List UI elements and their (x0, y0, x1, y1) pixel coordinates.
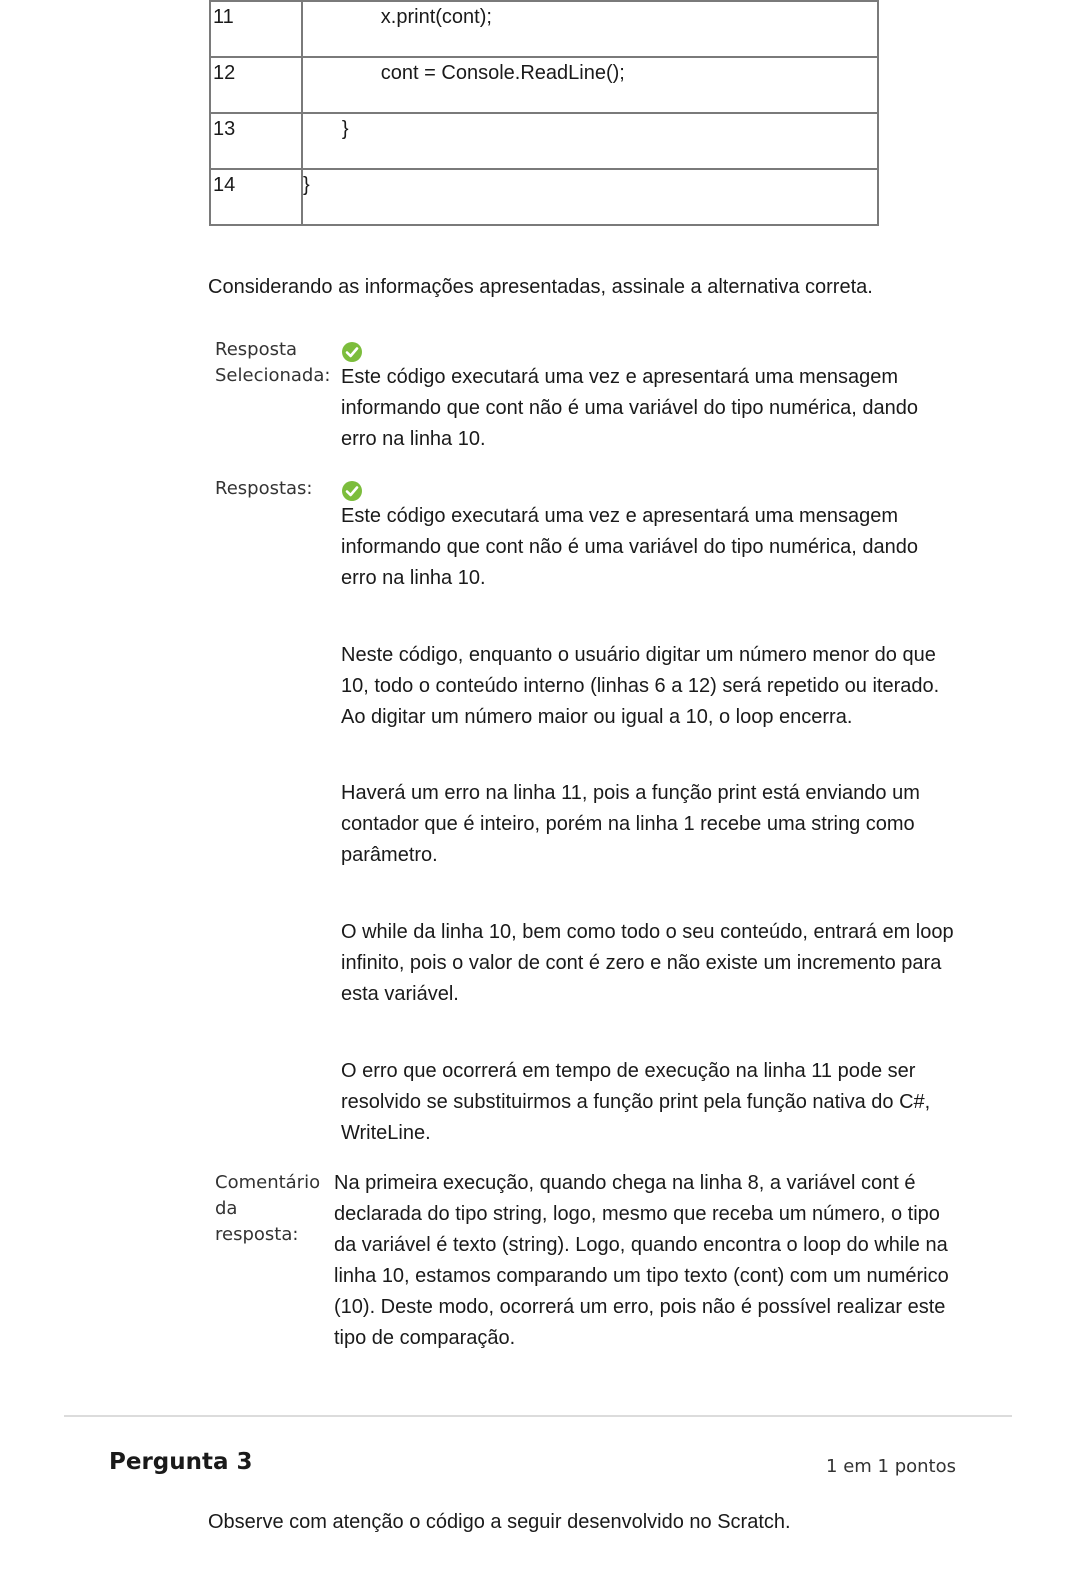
selected-answer-label (215, 337, 330, 389)
code-line-content: } (302, 113, 878, 169)
code-row (210, 169, 878, 225)
code-row (210, 57, 878, 113)
check-circle-icon (341, 341, 363, 363)
code-line-number: 12 (210, 57, 302, 113)
question-title: Pergunta 3 (109, 1449, 253, 1475)
selected-answer-label-line2: Selecionada: (215, 365, 331, 386)
question-points: 1 em 1 pontos (826, 1456, 956, 1477)
comment-label-line3: resposta: (215, 1224, 299, 1245)
code-line-content: } (302, 169, 878, 225)
code-table (209, 0, 879, 226)
code-line-content: cont = Console.ReadLine(); (302, 57, 878, 113)
code-line-number: 14 (210, 169, 302, 225)
code-row (210, 1, 878, 57)
code-row (210, 113, 878, 169)
code-line-content: x.print(cont); (302, 1, 878, 57)
selected-answer-text: Este código executará uma vez e apresentará uma mensagem informando que cont não é uma variável do tipo numérica, dando erro na linha 10. (341, 366, 919, 450)
section-divider (64, 1415, 1012, 1417)
code-line-number: 13 (210, 113, 302, 169)
check-circle-icon (341, 480, 363, 502)
answer-option-5: O erro que ocorrerá em tempo de execução na linha 11 pode ser resolvido se substituirmos a função print pela função nativa do C#, WriteLine. (341, 1060, 931, 1144)
answer-option-4: O while da linha 10, bem como todo o seu conteúdo, entrará em loop infinito, pois o valor de cont é zero e não existe um incremento para esta variável. (341, 921, 954, 1005)
comment-label-line1: Comentário (215, 1172, 321, 1193)
question-intro: Observe com atenção o código a seguir desenvolvido no Scratch. (208, 1511, 791, 1533)
code-line-number: 11 (210, 1, 302, 57)
answer-comment-text: Na primeira execução, quando chega na linha 8, a variável cont é declarada do tipo string, logo, mesmo que receba um número, o tipo da variável é texto (string). Logo, quando encontra o loop do while na linha 10, estamos comparando um tipo texto (cont) com um numérico (10). Deste modo, ocorrerá um erro, pois não é possível realizar este tipo de comparação. (334, 1172, 949, 1349)
comment-label-line2: da (215, 1198, 238, 1219)
comment-label (215, 1170, 320, 1248)
answers-label: Respostas: (215, 478, 313, 499)
answer-option-2: Neste código, enquanto o usuário digitar um número menor do que 10, todo o conteúdo interno (linhas 6 a 12) será repetido ou iterado. Ao digitar um número maior ou igual a 10, o loop encerra. (341, 644, 940, 728)
question-prompt: Considerando as informações apresentadas, assinale a alternativa correta. (208, 276, 873, 298)
selected-answer-label-line1: Resposta (215, 339, 298, 360)
answer-option-3: Haverá um erro na linha 11, pois a função print está enviando um contador que é inteiro, porém na linha 1 recebe uma string como parâmetro. (341, 782, 920, 866)
answer-option-1: Este código executará uma vez e apresentará uma mensagem informando que cont não é uma variável do tipo numérica, dando erro na linha 10. (341, 505, 919, 589)
